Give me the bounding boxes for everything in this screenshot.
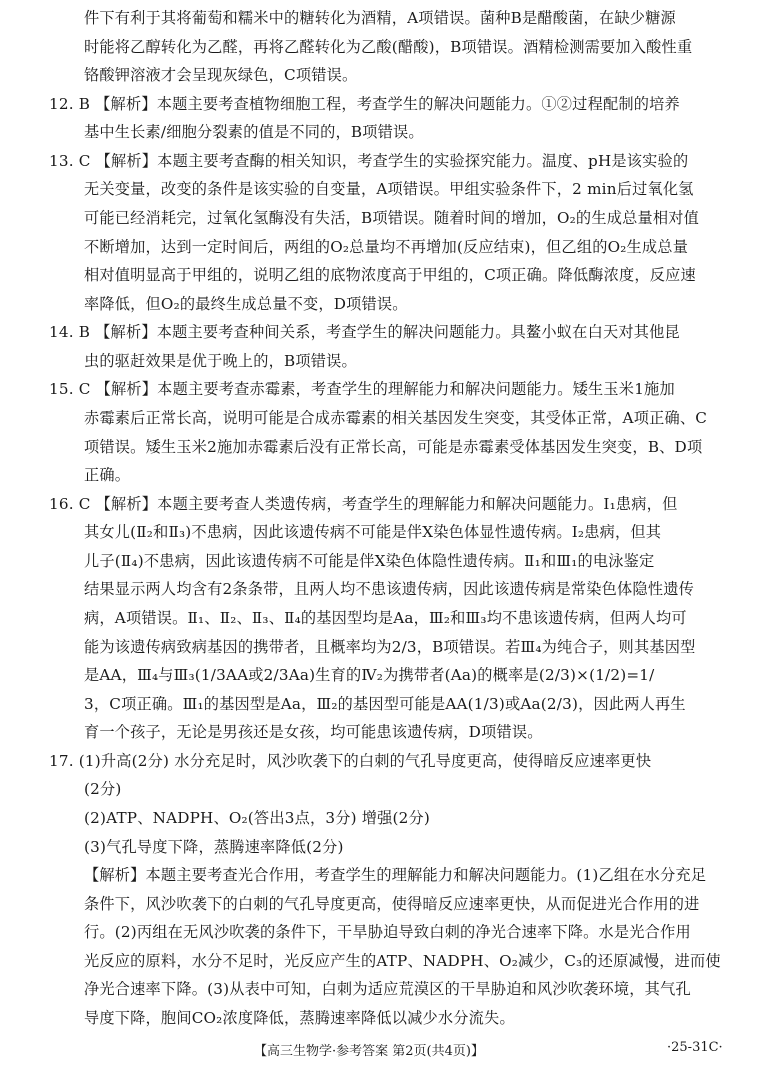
text-line: 儿子(Ⅱ₄)不患病，因此该遗传病不可能是伴X染色体隐性遗传病。Ⅱ₁和Ⅲ₁的电泳鉴定 (84, 551, 655, 570)
text-line: 基中生长素/细胞分裂素的值是不同的，B项错误。 (84, 123, 424, 142)
text-line: 赤霉素后正常长高，说明可能是合成赤霉素的相关基因发生突变，其受体正常，A项正确、C (84, 409, 708, 427)
text-line: 导度下降，胞间CO₂浓度降低，蒸腾速率降低以减少水分流失。 (84, 1009, 515, 1027)
text-line: (2分) (84, 780, 122, 799)
text-line: 项错误。矮生玉米2施加赤霉素后没有正常长高，可能是赤霉素受体基因发生突变，B、D项 (84, 437, 703, 456)
text-line: 病，A项错误。Ⅱ₁、Ⅱ₂、Ⅱ₃、Ⅱ₄的基因型均是Aa，Ⅲ₂和Ⅲ₃均不患该遗传病，但两人均可 (84, 609, 687, 627)
text-line: 相对值明显高于甲组的，说明乙组的底物浓度高于甲组的，C项正确。降低酶浓度，反应速 (84, 266, 696, 285)
text-line: 育一个孩子，无论是男孩还是女孩，均可能患该遗传病，D项错误。 (84, 723, 543, 742)
text-line: 是AA，Ⅲ₄与Ⅲ₃(1/3AA或2/3Aa)生育的Ⅳ₂为携带者(Aa)的概率是(2/3)×(1/2)=1/ (84, 666, 655, 685)
text-line: (2)ATP、NADPH、O₂(答出3点，3分) 增强(2分) (84, 809, 431, 827)
text-line: 率降低，但O₂的最终生成总量不变，D项错误。 (84, 294, 408, 313)
text-line: 铬酸钾溶液才会呈现灰绿色，C项错误。 (84, 66, 358, 85)
text-line: 时能将乙醇转化为乙醛，再将乙醛转化为乙酸(醋酸)，B项错误。酒精检测需要加入酸性重 (84, 37, 693, 56)
text-line: 不断增加，达到一定时间后，两组的O₂总量均不再增加(反应结束)，但乙组的O₂生成总量 (84, 237, 689, 256)
text-line: 净光合速率下降。(3)从表中可知，白刺为适应荒漠区的干旱胁迫和风沙吹袭环境，其气孔 (84, 980, 691, 999)
text-line: 结果显示两人均含有2条条带，且两人均不患该遗传病，因此该遗传病是常染色体隐性遗传 (84, 580, 694, 599)
text-line: 正确。 (84, 466, 131, 485)
text-line: 无关变量，改变的条件是该实验的自变量，A项错误。甲组实验条件下，2 min后过氧化氢 (84, 180, 694, 199)
text-line: 虫的驱赶效果是优于晚上的，B项错误。 (84, 351, 357, 370)
text-line: 能为该遗传病致病基因的携带者，且概率均为2/3，B项错误。若Ⅲ₄为纯合子，则其基因型 (84, 637, 696, 656)
answer-13-line: 13. C 【解析】本题主要考查酶的相关知识，考查学生的实验探究能力。温度、pH是该实验的 (49, 151, 689, 170)
text-line: 件下有利于其将葡萄和糯米中的糖转化为酒精，A项错误。菌种B是醋酸菌，在缺少糖源 (84, 9, 676, 27)
page-footer: 【高三生物学·参考答案 第2页(共4页)】 (254, 1044, 484, 1059)
text-line: 可能已经消耗完，过氧化氢酶没有失活，B项错误。随着时间的增加，O₂的生成总量相对值 (84, 209, 700, 227)
page-code: ·25-31C· (667, 1040, 723, 1055)
text-line: 其女儿(Ⅱ₂和Ⅱ₃)不患病，因此该遗传病不可能是伴X染色体显性遗传病。Ⅰ₂患病，但其 (84, 523, 662, 542)
answer-17-line: 17. (1)升高(2分) 水分充足时，风沙吹袭下的白刺的气孔导度更高，使得暗反应速率更快 (49, 751, 652, 770)
text-line: 3，C项正确。Ⅲ₁的基因型是Aa，Ⅲ₂的基因型可能是AA(1/3)或Aa(2/3)，因此两人再生 (84, 694, 686, 713)
answer-15-line: 15. C 【解析】本题主要考查赤霉素，考查学生的理解能力和解决问题能力。矮生玉米1施加 (49, 380, 675, 399)
text-line: 光反应的原料，水分不足时，光反应产生的ATP、NADPH、O₂减少，C₃的还原减慢，进而使 (84, 951, 721, 970)
text-line: 条件下，风沙吹袭下的白刺的气孔导度更高，使得暗反应速率更快，从而促进光合作用的进 (84, 894, 700, 913)
answer-14-line: 14. B 【解析】本题主要考查种间关系，考查学生的解决问题能力。具鳌小蚁在白天对其他昆 (49, 323, 680, 342)
analysis-heading-line: 【解析】本题主要考查光合作用，考查学生的理解能力和解决问题能力。(1)乙组在水分充足 (84, 866, 707, 885)
answer-12-line: 12. B 【解析】本题主要考查植物细胞工程，考查学生的解决问题能力。①②过程配制的培养 (49, 94, 680, 113)
answer-16-line: 16. C 【解析】本题主要考查人类遗传病，考查学生的理解能力和解决问题能力。Ⅰ₁患病，但 (49, 494, 678, 513)
text-line: (3)气孔导度下降，蒸腾速率降低(2分) (84, 837, 344, 856)
text-line: 行。(2)丙组在无风沙吹袭的条件下，干旱胁迫导致白刺的净光合速率下降。水是光合作用 (84, 923, 691, 942)
